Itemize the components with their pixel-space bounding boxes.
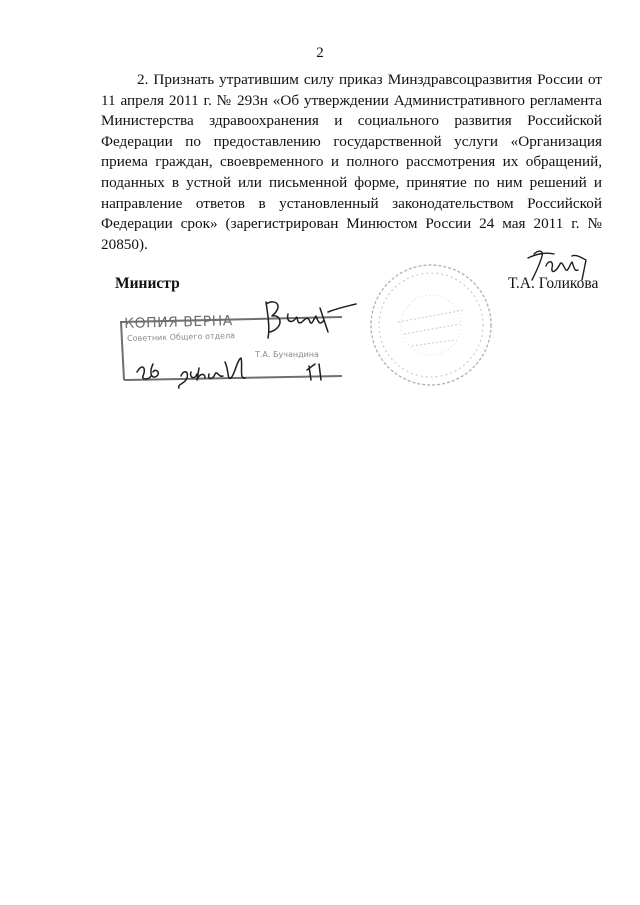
- page-number: 2: [316, 45, 324, 61]
- stamp-officer: Т.А. Бучандина: [255, 350, 319, 359]
- body-paragraph: 2. Признать утратившим силу приказ Минздравсоцразвития России от 11 апреля 2011 г. № 293н «Об утверждении Административного регламента Министерства здравоохранения и социального развития Российской Федерации по предоставлению государственной услуги «Организация приема граждан, своевременного и полного рассмотрения их обращений, поданных в устной или письменной форме, принятие по ним решений и направление ответов в установленный законодательством Российской Федерации срок» (зарегистрирован Минюстом России 24 мая 2011 г. № 20850).: [101, 71, 602, 253]
- stamp-signature: [258, 292, 358, 344]
- stamp-title: КОПИЯ ВЕРНА: [124, 313, 234, 332]
- round-seal: [368, 262, 494, 388]
- handwritten-date: [133, 350, 343, 390]
- minister-name: Т.А. Голикова: [508, 275, 599, 292]
- stamp-subtitle: Советник Общего отдела: [127, 331, 236, 343]
- minister-title: Министр: [115, 275, 180, 292]
- minister-signature: [524, 246, 594, 292]
